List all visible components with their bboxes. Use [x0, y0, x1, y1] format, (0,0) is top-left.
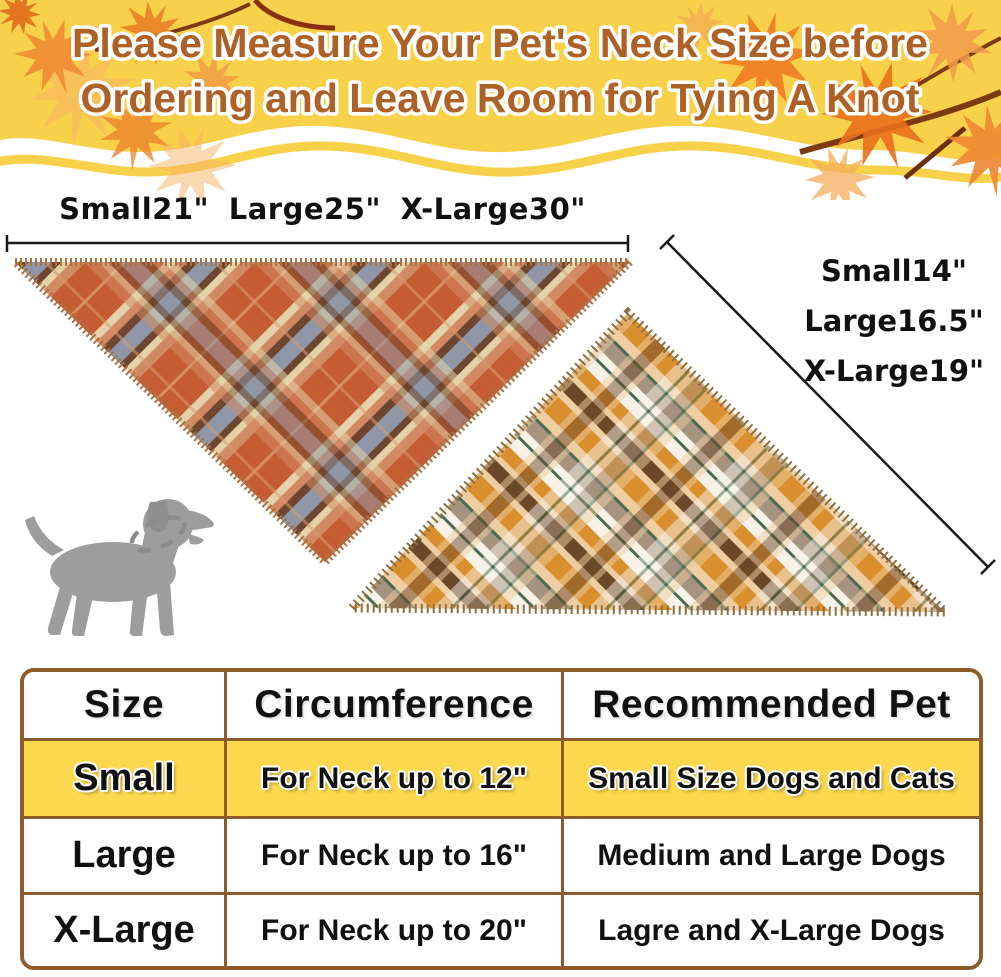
- cell-recommended-pet: Medium and Large Dogs: [561, 819, 979, 892]
- bandana-diagram: [0, 178, 1001, 660]
- cell-size: Large: [24, 819, 224, 892]
- table-row-xlarge: [24, 892, 979, 966]
- cell-circumference: For Neck up to 12": [224, 741, 561, 816]
- flat-edge-size-label: Small21" Large25" X-Large30": [59, 192, 586, 226]
- banner-graphic: [0, 0, 1001, 200]
- cell-recommended-pet: Small Size Dogs and Cats: [561, 741, 979, 816]
- header-circumference: Circumference: [224, 672, 561, 738]
- cell-size: X-Large: [24, 895, 224, 966]
- cell-circumference: For Neck up to 20": [224, 895, 561, 966]
- cell-recommended-pet: Lagre and X-Large Dogs: [561, 895, 979, 966]
- header-size: Size: [24, 672, 224, 738]
- table-header-row: [24, 672, 979, 738]
- dog-silhouette-icon: [25, 499, 214, 636]
- diagonal-size-xlarge: X-Large19": [803, 354, 985, 388]
- banner: [0, 0, 1001, 200]
- table-row-large: [24, 816, 979, 892]
- cell-size: Small: [24, 741, 224, 816]
- banner-line2: Ordering and Leave Room for Tying A Knot: [80, 75, 920, 121]
- diagonal-size-large: Large16.5": [804, 304, 984, 338]
- header-recommended-pet: Recommended Pet: [561, 672, 979, 738]
- table-row-small: [24, 738, 979, 816]
- size-table: [20, 668, 983, 970]
- flat-measure-line: [7, 235, 628, 252]
- cell-circumference: For Neck up to 16": [224, 819, 561, 892]
- diagonal-size-small: Small14": [820, 254, 968, 288]
- banner-line1: Please Measure Your Pet's Neck Size before: [72, 20, 928, 66]
